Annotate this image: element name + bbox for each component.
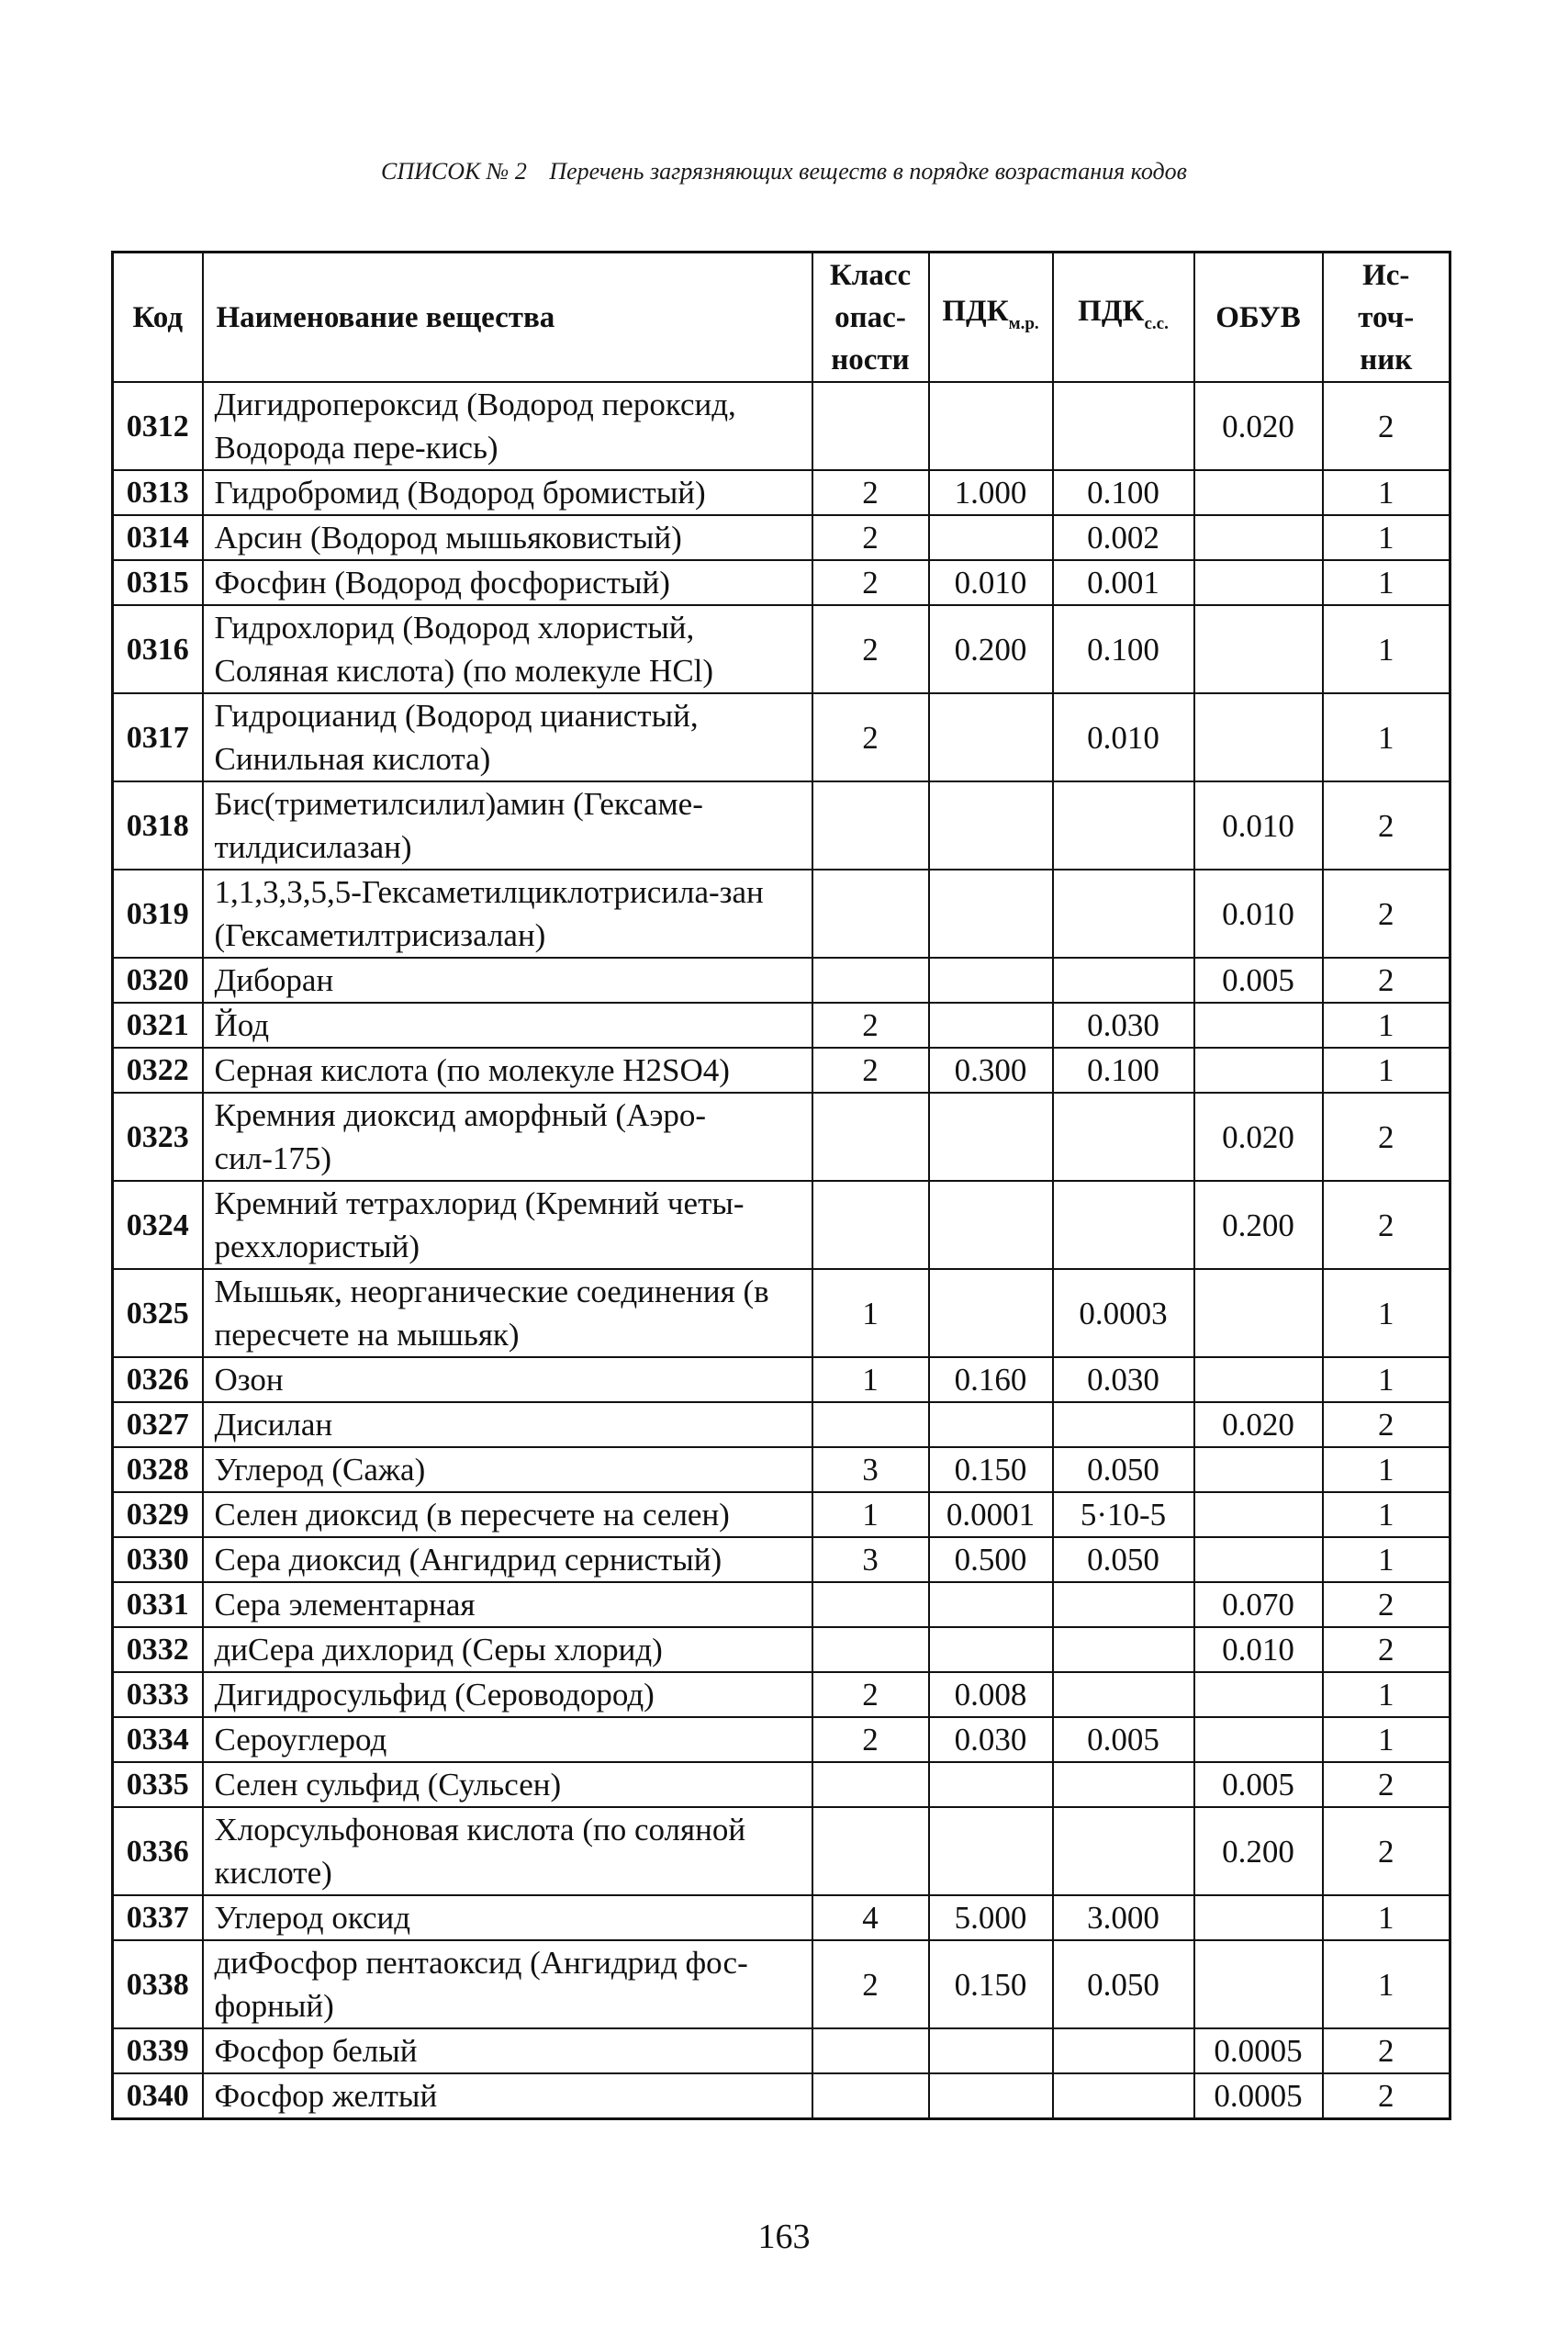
page-number: 163 xyxy=(757,2218,811,2256)
table-row xyxy=(113,870,1450,958)
cell-pdk-mr: 0.008 xyxy=(929,1672,1053,1717)
cell-hazard-class xyxy=(812,1402,929,1447)
cell-hazard-class xyxy=(812,1181,929,1269)
cell-obuv xyxy=(1194,1357,1323,1402)
cell-source: 1 xyxy=(1323,1357,1450,1402)
cell-hazard-class: 2 xyxy=(812,470,929,515)
cell-name: 1,1,3,3,5,5-Гексаметилциклотрисила-зан (Гексаметилтрисизалан) xyxy=(203,870,812,958)
cell-pdk-mr xyxy=(929,1582,1053,1627)
cell-pdk-mr xyxy=(929,1269,1053,1357)
cell-source: 2 xyxy=(1323,1807,1450,1895)
table-row xyxy=(113,1269,1450,1357)
cell-code: 0325 xyxy=(113,1269,203,1357)
col-header-pdk-ss-main: ПДК xyxy=(1078,294,1145,328)
cell-hazard-class: 2 xyxy=(812,605,929,693)
cell-pdk-mr xyxy=(929,1093,1053,1181)
cell-pdk-ss xyxy=(1053,2028,1194,2073)
cell-pdk-mr: 1.000 xyxy=(929,470,1053,515)
cell-obuv xyxy=(1194,1895,1323,1940)
cell-code: 0318 xyxy=(113,781,203,870)
page-title: Перечень загрязняющих веществ в порядке возрастания кодов xyxy=(549,158,1187,185)
cell-name: Селен сульфид (Сульсен) xyxy=(203,1762,812,1807)
cell-obuv xyxy=(1194,1003,1323,1048)
cell-source: 1 xyxy=(1323,1492,1450,1537)
cell-obuv: 0.005 xyxy=(1194,958,1323,1003)
cell-source: 2 xyxy=(1323,1402,1450,1447)
cell-pdk-ss: 0.050 xyxy=(1053,1447,1194,1492)
cell-pdk-mr xyxy=(929,2028,1053,2073)
cell-code: 0330 xyxy=(113,1537,203,1582)
cell-source: 2 xyxy=(1323,1181,1450,1269)
cell-name: диФосфор пентаоксид (Ангидрид фос-форный) xyxy=(203,1940,812,2028)
table-row xyxy=(113,2073,1450,2119)
cell-pdk-mr: 0.160 xyxy=(929,1357,1053,1402)
cell-pdk-ss: 0.010 xyxy=(1053,693,1194,781)
col-header-code: Код xyxy=(113,253,203,383)
table-row xyxy=(113,1807,1450,1895)
cell-code: 0319 xyxy=(113,870,203,958)
cell-source: 1 xyxy=(1323,1048,1450,1093)
table-row xyxy=(113,1447,1450,1492)
col-header-pdk-ss-sub: с.с. xyxy=(1144,313,1169,333)
cell-code: 0333 xyxy=(113,1672,203,1717)
cell-pdk-mr xyxy=(929,1627,1053,1672)
cell-pdk-mr xyxy=(929,958,1053,1003)
cell-obuv: 0.200 xyxy=(1194,1181,1323,1269)
col-header-source-line: точ- xyxy=(1358,300,1415,334)
cell-pdk-mr: 0.300 xyxy=(929,1048,1053,1093)
cell-hazard-class: 1 xyxy=(812,1492,929,1537)
cell-pdk-ss xyxy=(1053,1093,1194,1181)
cell-pdk-ss xyxy=(1053,1762,1194,1807)
cell-code: 0322 xyxy=(113,1048,203,1093)
cell-obuv xyxy=(1194,1492,1323,1537)
cell-source: 1 xyxy=(1323,1717,1450,1762)
cell-source: 1 xyxy=(1323,515,1450,560)
cell-hazard-class: 2 xyxy=(812,1717,929,1762)
cell-name: диСера дихлорид (Серы хлорид) xyxy=(203,1627,812,1672)
table-row xyxy=(113,1895,1450,1940)
cell-name: Дигидропероксид (Водород пероксид, Водорода пере-кись) xyxy=(203,382,812,470)
table-row xyxy=(113,1402,1450,1447)
cell-source: 2 xyxy=(1323,1762,1450,1807)
cell-obuv xyxy=(1194,605,1323,693)
cell-name: Диборан xyxy=(203,958,812,1003)
cell-code: 0324 xyxy=(113,1181,203,1269)
cell-pdk-mr: 0.010 xyxy=(929,560,1053,605)
cell-hazard-class: 2 xyxy=(812,693,929,781)
table-row xyxy=(113,2028,1450,2073)
cell-source: 1 xyxy=(1323,1895,1450,1940)
cell-pdk-ss xyxy=(1053,870,1194,958)
cell-name: Сера элементарная xyxy=(203,1582,812,1627)
cell-hazard-class xyxy=(812,958,929,1003)
cell-hazard-class: 2 xyxy=(812,1003,929,1048)
cell-name: Фосфин (Водород фосфористый) xyxy=(203,560,812,605)
cell-obuv xyxy=(1194,515,1323,560)
cell-code: 0315 xyxy=(113,560,203,605)
cell-code: 0334 xyxy=(113,1717,203,1762)
table-row xyxy=(113,1492,1450,1537)
cell-source: 2 xyxy=(1323,781,1450,870)
table-row xyxy=(113,1762,1450,1807)
col-header-pdk-ss xyxy=(1053,253,1194,383)
table-row xyxy=(113,1717,1450,1762)
cell-pdk-mr: 0.030 xyxy=(929,1717,1053,1762)
col-header-pdk-mr-main: ПДК xyxy=(942,294,1009,328)
cell-pdk-ss xyxy=(1053,958,1194,1003)
cell-pdk-mr: 5.000 xyxy=(929,1895,1053,1940)
cell-code: 0328 xyxy=(113,1447,203,1492)
cell-source: 2 xyxy=(1323,382,1450,470)
table-body xyxy=(113,382,1450,2119)
cell-name: Сероуглерод xyxy=(203,1717,812,1762)
cell-source: 1 xyxy=(1323,1447,1450,1492)
cell-code: 0337 xyxy=(113,1895,203,1940)
cell-code: 0339 xyxy=(113,2028,203,2073)
cell-code: 0323 xyxy=(113,1093,203,1181)
cell-pdk-ss xyxy=(1053,1582,1194,1627)
cell-name: Углерод (Сажа) xyxy=(203,1447,812,1492)
cell-name: Сера диоксид (Ангидрид сернистый) xyxy=(203,1537,812,1582)
col-header-hazard-class xyxy=(812,253,929,383)
table-row xyxy=(113,693,1450,781)
cell-source: 1 xyxy=(1323,693,1450,781)
cell-name: Хлорсульфоновая кислота (по соляной кислоте) xyxy=(203,1807,812,1895)
cell-hazard-class xyxy=(812,1762,929,1807)
cell-pdk-mr xyxy=(929,781,1053,870)
cell-name: Йод xyxy=(203,1003,812,1048)
cell-name: Арсин (Водород мышьяковистый) xyxy=(203,515,812,560)
cell-pdk-ss xyxy=(1053,1402,1194,1447)
cell-pdk-ss xyxy=(1053,382,1194,470)
cell-code: 0331 xyxy=(113,1582,203,1627)
cell-obuv: 0.020 xyxy=(1194,382,1323,470)
cell-pdk-ss: 0.030 xyxy=(1053,1003,1194,1048)
table-row xyxy=(113,958,1450,1003)
cell-obuv xyxy=(1194,1672,1323,1717)
cell-name: Кремний тетрахлорид (Кремний четы-реххлористый) xyxy=(203,1181,812,1269)
substances-table-wrap xyxy=(111,251,1449,2120)
table-row xyxy=(113,1627,1450,1672)
cell-name: Дигидросульфид (Сероводород) xyxy=(203,1672,812,1717)
cell-code: 0317 xyxy=(113,693,203,781)
cell-pdk-mr xyxy=(929,1402,1053,1447)
table-row xyxy=(113,1582,1450,1627)
cell-source: 1 xyxy=(1323,470,1450,515)
cell-code: 0336 xyxy=(113,1807,203,1895)
cell-code: 0321 xyxy=(113,1003,203,1048)
cell-pdk-mr xyxy=(929,870,1053,958)
cell-hazard-class: 2 xyxy=(812,1048,929,1093)
cell-obuv: 0.010 xyxy=(1194,781,1323,870)
cell-pdk-ss: 0.030 xyxy=(1053,1357,1194,1402)
cell-code: 0316 xyxy=(113,605,203,693)
cell-pdk-ss: 0.005 xyxy=(1053,1717,1194,1762)
col-header-pdk-mr-sub: м.р. xyxy=(1008,313,1039,333)
cell-pdk-ss: 0.050 xyxy=(1053,1940,1194,2028)
col-header-pdk-mr xyxy=(929,253,1053,383)
cell-name: Селен диоксид (в пересчете на селен) xyxy=(203,1492,812,1537)
cell-code: 0340 xyxy=(113,2073,203,2119)
cell-pdk-ss: 5·10-5 xyxy=(1053,1492,1194,1537)
cell-obuv: 0.020 xyxy=(1194,1093,1323,1181)
cell-hazard-class xyxy=(812,1582,929,1627)
cell-source: 1 xyxy=(1323,1269,1450,1357)
cell-hazard-class: 1 xyxy=(812,1269,929,1357)
cell-pdk-ss: 0.100 xyxy=(1053,1048,1194,1093)
cell-hazard-class: 3 xyxy=(812,1447,929,1492)
cell-hazard-class xyxy=(812,2073,929,2119)
cell-source: 2 xyxy=(1323,1627,1450,1672)
cell-pdk-ss: 3.000 xyxy=(1053,1895,1194,1940)
cell-name: Кремния диоксид аморфный (Аэро-сил-175) xyxy=(203,1093,812,1181)
table-header-row xyxy=(113,253,1450,383)
cell-name: Мышьяк, неорганические соединения (в пересчете на мышьяк) xyxy=(203,1269,812,1357)
cell-obuv xyxy=(1194,1048,1323,1093)
table-row xyxy=(113,1357,1450,1402)
cell-source: 1 xyxy=(1323,1003,1450,1048)
cell-name: Гидробромид (Водород бромистый) xyxy=(203,470,812,515)
cell-pdk-ss: 0.050 xyxy=(1053,1537,1194,1582)
cell-obuv: 0.200 xyxy=(1194,1807,1323,1895)
table-row xyxy=(113,1048,1450,1093)
cell-obuv: 0.020 xyxy=(1194,1402,1323,1447)
list-label: СПИСОК № 2 xyxy=(381,158,527,185)
cell-pdk-mr xyxy=(929,1762,1053,1807)
table-row xyxy=(113,781,1450,870)
col-header-source xyxy=(1323,253,1450,383)
cell-code: 0338 xyxy=(113,1940,203,2028)
cell-pdk-ss xyxy=(1053,781,1194,870)
cell-obuv xyxy=(1194,560,1323,605)
cell-source: 2 xyxy=(1323,2028,1450,2073)
cell-name: Гидрохлорид (Водород хлористый, Соляная кислота) (по молекуле HCl) xyxy=(203,605,812,693)
cell-hazard-class xyxy=(812,2028,929,2073)
cell-hazard-class xyxy=(812,870,929,958)
cell-name: Бис(триметилсилил)амин (Гексаме-тилдисилазан) xyxy=(203,781,812,870)
cell-name: Фосфор белый xyxy=(203,2028,812,2073)
cell-pdk-mr: 0.150 xyxy=(929,1940,1053,2028)
table-row xyxy=(113,470,1450,515)
cell-obuv: 0.070 xyxy=(1194,1582,1323,1627)
cell-name: Дисилан xyxy=(203,1402,812,1447)
cell-code: 0314 xyxy=(113,515,203,560)
cell-hazard-class xyxy=(812,781,929,870)
cell-code: 0332 xyxy=(113,1627,203,1672)
cell-source: 1 xyxy=(1323,605,1450,693)
table-row xyxy=(113,560,1450,605)
cell-pdk-ss xyxy=(1053,1627,1194,1672)
col-header-source-line: ник xyxy=(1360,343,1413,376)
cell-obuv: 0.0005 xyxy=(1194,2073,1323,2119)
cell-pdk-mr xyxy=(929,515,1053,560)
cell-obuv xyxy=(1194,1717,1323,1762)
cell-hazard-class xyxy=(812,1093,929,1181)
cell-hazard-class: 2 xyxy=(812,1672,929,1717)
cell-code: 0312 xyxy=(113,382,203,470)
cell-source: 1 xyxy=(1323,1672,1450,1717)
cell-hazard-class: 2 xyxy=(812,1940,929,2028)
cell-pdk-mr xyxy=(929,2073,1053,2119)
col-header-source-line: Ис- xyxy=(1362,258,1410,292)
cell-name: Озон xyxy=(203,1357,812,1402)
cell-pdk-mr: 0.200 xyxy=(929,605,1053,693)
cell-hazard-class: 2 xyxy=(812,560,929,605)
col-header-hazard-class-line: опас- xyxy=(834,300,906,334)
cell-code: 0327 xyxy=(113,1402,203,1447)
table-row xyxy=(113,605,1450,693)
table-row xyxy=(113,1181,1450,1269)
cell-pdk-ss: 0.002 xyxy=(1053,515,1194,560)
cell-pdk-ss xyxy=(1053,1672,1194,1717)
cell-obuv: 0.010 xyxy=(1194,870,1323,958)
cell-name: Гидроцианид (Водород цианистый, Синильная кислота) xyxy=(203,693,812,781)
cell-hazard-class: 3 xyxy=(812,1537,929,1582)
cell-code: 0329 xyxy=(113,1492,203,1537)
cell-source: 1 xyxy=(1323,1940,1450,2028)
col-header-name: Наименование вещества xyxy=(203,253,812,383)
cell-obuv xyxy=(1194,1537,1323,1582)
cell-pdk-ss: 0.100 xyxy=(1053,470,1194,515)
table-row xyxy=(113,1003,1450,1048)
cell-source: 1 xyxy=(1323,1537,1450,1582)
table-row xyxy=(113,1537,1450,1582)
cell-hazard-class: 4 xyxy=(812,1895,929,1940)
table-row xyxy=(113,382,1450,470)
col-header-obuv: ОБУВ xyxy=(1194,253,1323,383)
page-header xyxy=(0,158,1568,185)
cell-pdk-ss xyxy=(1053,1807,1194,1895)
table-row xyxy=(113,515,1450,560)
cell-hazard-class xyxy=(812,1807,929,1895)
cell-obuv: 0.010 xyxy=(1194,1627,1323,1672)
table-row xyxy=(113,1672,1450,1717)
cell-obuv xyxy=(1194,1269,1323,1357)
cell-obuv xyxy=(1194,1940,1323,2028)
cell-hazard-class: 1 xyxy=(812,1357,929,1402)
cell-source: 2 xyxy=(1323,2073,1450,2119)
cell-obuv: 0.0005 xyxy=(1194,2028,1323,2073)
cell-source: 2 xyxy=(1323,958,1450,1003)
cell-code: 0320 xyxy=(113,958,203,1003)
cell-obuv xyxy=(1194,693,1323,781)
cell-pdk-mr: 0.150 xyxy=(929,1447,1053,1492)
cell-pdk-mr xyxy=(929,1807,1053,1895)
cell-name: Фосфор желтый xyxy=(203,2073,812,2119)
col-header-hazard-class-line: ности xyxy=(831,343,910,376)
cell-pdk-mr xyxy=(929,693,1053,781)
cell-code: 0335 xyxy=(113,1762,203,1807)
substances-table xyxy=(111,251,1451,2120)
cell-code: 0326 xyxy=(113,1357,203,1402)
cell-obuv xyxy=(1194,1447,1323,1492)
cell-obuv: 0.005 xyxy=(1194,1762,1323,1807)
cell-pdk-ss: 0.100 xyxy=(1053,605,1194,693)
cell-obuv xyxy=(1194,470,1323,515)
cell-hazard-class xyxy=(812,382,929,470)
cell-pdk-mr: 0.500 xyxy=(929,1537,1053,1582)
cell-source: 1 xyxy=(1323,560,1450,605)
cell-code: 0313 xyxy=(113,470,203,515)
cell-name: Углерод оксид xyxy=(203,1895,812,1940)
table-row xyxy=(113,1093,1450,1181)
cell-source: 2 xyxy=(1323,870,1450,958)
cell-hazard-class xyxy=(812,1627,929,1672)
cell-hazard-class: 2 xyxy=(812,515,929,560)
cell-pdk-ss xyxy=(1053,2073,1194,2119)
cell-pdk-ss: 0.0003 xyxy=(1053,1269,1194,1357)
cell-pdk-mr xyxy=(929,1181,1053,1269)
cell-pdk-mr xyxy=(929,1003,1053,1048)
cell-pdk-mr xyxy=(929,382,1053,470)
col-header-hazard-class-line: Класс xyxy=(829,258,912,292)
cell-pdk-mr: 0.0001 xyxy=(929,1492,1053,1537)
cell-pdk-ss xyxy=(1053,1181,1194,1269)
table-row xyxy=(113,1940,1450,2028)
cell-source: 2 xyxy=(1323,1093,1450,1181)
cell-pdk-ss: 0.001 xyxy=(1053,560,1194,605)
cell-source: 2 xyxy=(1323,1582,1450,1627)
cell-name: Серная кислота (по молекуле H2SO4) xyxy=(203,1048,812,1093)
